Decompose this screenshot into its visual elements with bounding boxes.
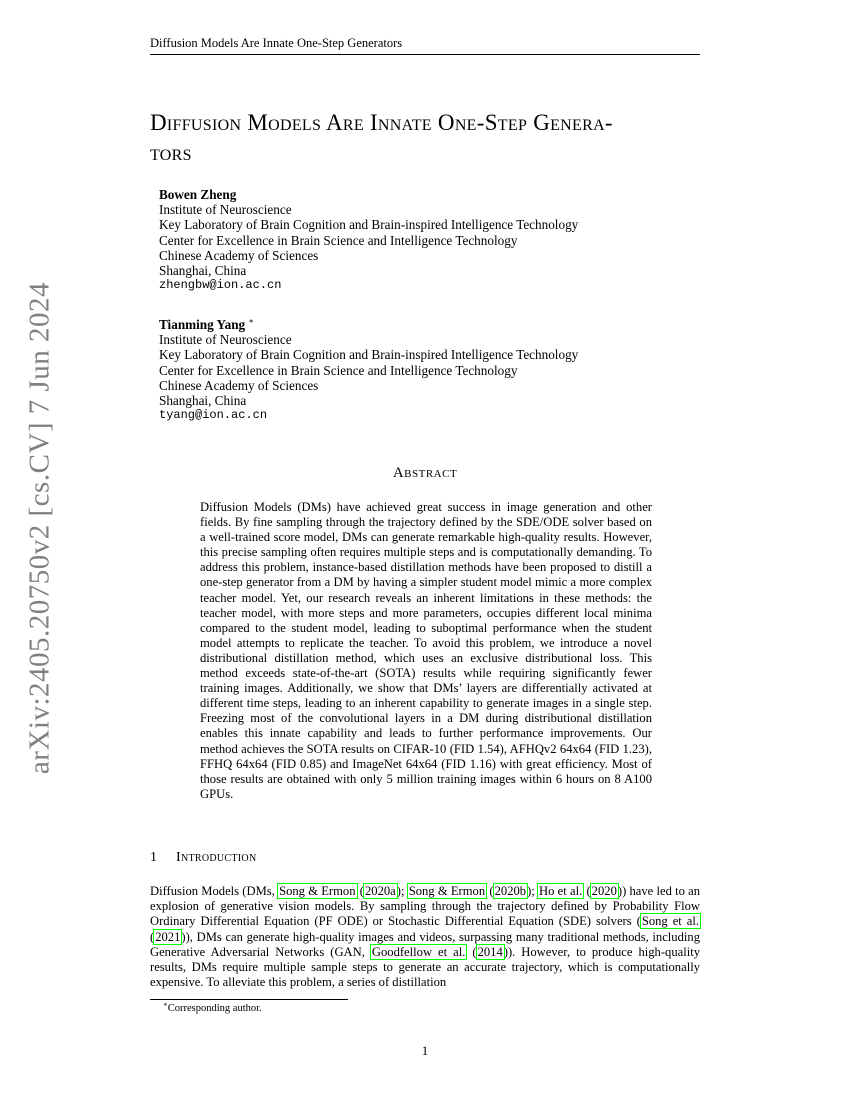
author-block-2 (159, 317, 659, 423)
paper-title (150, 108, 720, 168)
running-header: Diffusion Models Are Innate One-Step Generators (150, 36, 700, 55)
affiliation-line: Institute of Neuroscience (159, 202, 292, 218)
introduction-paragraph: Diffusion Models (DMs, Song & Ermon (2020a); Song & Ermon (2020b); Ho et al. (2020)) have led to an explosion of generative vision models. By sampling through the trajectory defined by Probability Flow Ordinary Differential Equation (PF ODE) or Stochastic Differential Equation (SDE) solvers (Song et al. (2021)), DMs can generate high-quality images and videos, surpassing many traditional methods, including Generative Adversarial Networks (GAN, Goodfellow et al. (2014)). However, to produce high-quality results, DMs require multiple sample steps to generate an accurate trajectory, which is computationally expensive. To alleviate this problem, a series of distillation (150, 884, 701, 990)
citation-year-link[interactable]: 2021 (155, 929, 181, 944)
citation-link[interactable]: Song et al. (641, 914, 699, 929)
section-title: Introduction (176, 850, 257, 865)
citation-link[interactable]: Ho et al. (539, 884, 583, 898)
citation-year-link[interactable]: 2020 (591, 884, 617, 898)
affiliation-line: Center for Excellence in Brain Science and Intelligence Technology (159, 362, 518, 378)
author-name: Tianming Yang (159, 317, 246, 332)
citation-link[interactable]: Song & Ermon (279, 884, 356, 898)
citation-year-link[interactable]: 2020a (364, 884, 396, 898)
abstract-heading: Abstract (392, 465, 458, 481)
author-name: Bowen Zheng (159, 187, 237, 202)
citation-link[interactable]: Song & Ermon (408, 884, 486, 898)
title-line-2: tors (150, 140, 192, 165)
abstract-text: Diffusion Models (DMs) have achieved great success in image generation and other fields. By fine sampling through the trajectory defined by the SDE/ODE solver based on a well-trained score model, DMs can generate remarkable high-quality results. However, this precise sampling often requires multiple steps and is computationally demanding. To address this problem, instance-based distillation methods have been proposed to distill a one-step generator from a DM by having a simpler student model mimic a more complex teacher model. Yet, our research reveals an inherent limitations in these methods: the teacher model, with more steps and more parameters, occupies different local minima compared to the student model, leading to suboptimal performance when the student model attempts to replicate the teacher. To avoid this problem, we introduce a novel distributional distillation method, which uses an exclusive distributional loss. This method exceeds state-of-the-art (SOTA) results while requiring significantly fewer training images. Additionally, we show that DMs’ layers are differentially activated at different time steps, leading to an inherent capability to generate images in a single step. Freezing most of the convolutional layers in a DM during distributional distillation enables this innate capability and leads to further performance improvements. Our method achieves the SOTA results on CIFAR-10 (FID 1.54), AFHQv2 64x64 (FID 1.23), FFHQ 64x64 (FID 0.85) and ImageNet 64x64 (FID 1.16) with great efficiency. Most of those results are obtained with only 5 million training images within 6 hours on 8 A100 GPUs. (200, 500, 652, 801)
affiliation-line: Key Laboratory of Brain Cognition and Brain-inspired Intelligence Technology (159, 347, 579, 363)
page-number: 1 (421, 1043, 429, 1058)
author-email[interactable]: zhengbw@ion.ac.cn (159, 278, 282, 293)
citation-link[interactable]: Goodfellow et al. (371, 944, 466, 959)
section-heading (150, 850, 700, 866)
intro-text: ), DMs can generate high-quality images and videos, surpassing many traditional methods, including Generative Adversarial Networks (GAN, (150, 929, 700, 959)
affiliation-line: Chinese Academy of Sciences (159, 377, 319, 393)
section-number: 1 (150, 850, 158, 865)
intro-text: Diffusion Models (DMs, (150, 884, 279, 898)
author-block-1 (159, 187, 659, 293)
author-email[interactable]: tyang@ion.ac.cn (159, 408, 268, 423)
affiliation-line: Key Laboratory of Brain Cognition and Brain-inspired Intelligence Technology (159, 217, 579, 233)
arxiv-identifier[interactable]: arXiv:2405.20750v2 [cs.CV] 7 Jun 2024 (23, 281, 56, 775)
footnote (163, 1000, 262, 1014)
footnote-text: Corresponding author. (167, 1003, 262, 1014)
affiliation-line: Center for Excellence in Brain Science and Intelligence Technology (159, 232, 518, 248)
footnote-divider (150, 999, 348, 1000)
citation-year-link[interactable]: 2014 (477, 944, 503, 959)
affiliation-line: Shanghai, China (159, 263, 247, 279)
affiliation-line: Shanghai, China (159, 393, 247, 409)
affiliation-line: Institute of Neuroscience (159, 332, 292, 348)
intro-text: ) have led to an explosion of generative vision models. By sampling through the trajectory defined by Probability Flow Ordinary Differential Equation (PF ODE) or Stochastic Differential Equation (SDE) solvers ( (150, 884, 701, 929)
intro-text: ; (400, 884, 408, 898)
footnote-mark: ∗ (163, 1000, 168, 1009)
title-line-1: Diffusion Models Are Innate One-Step Genera- (150, 110, 613, 135)
footnote-marker[interactable]: ∗ (248, 316, 254, 326)
affiliation-line: Chinese Academy of Sciences (159, 247, 319, 263)
intro-text: ). However, to produce high-quality results, DMs require multiple sample steps to generate an accurate trajectory, which is computationally expensive. To alleviate this problem, a series of distillation (150, 944, 701, 990)
citation-year-link[interactable]: 2020b (494, 884, 527, 898)
intro-text: ; (531, 884, 539, 898)
